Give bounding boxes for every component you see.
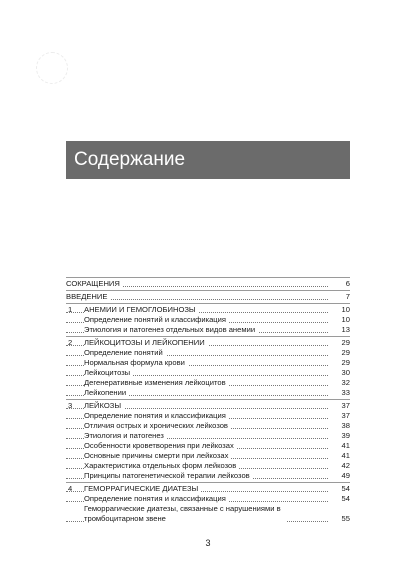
chapter-number: 2 xyxy=(68,338,73,347)
toc-page-number: 10 xyxy=(329,305,350,315)
toc-entry-row[interactable] xyxy=(66,421,350,431)
toc-title: СОКРАЩЕНИЯ xyxy=(66,279,123,289)
toc-title: Определение понятия и классификация xyxy=(84,494,229,504)
toc-entry-row[interactable] xyxy=(66,494,350,504)
toc-separator xyxy=(66,482,350,483)
toc-separator xyxy=(66,290,350,291)
toc-entry-row[interactable] xyxy=(66,378,350,388)
toc-entry-row[interactable] xyxy=(66,325,350,335)
toc-entry-row[interactable] xyxy=(66,504,350,524)
toc-title: ЛЕЙКОЦИТОЗЫ И ЛЕЙКОПЕНИИ xyxy=(84,338,208,348)
toc-chapter-row[interactable] xyxy=(66,338,350,348)
toc-entry-row[interactable] xyxy=(66,471,350,481)
toc-entry-row[interactable] xyxy=(66,451,350,461)
toc-page-number: 55 xyxy=(329,514,350,524)
toc-page-number: 33 xyxy=(329,388,350,398)
toc-title: Этиология и патогенез xyxy=(84,431,167,441)
chapter-number: 3 xyxy=(68,401,73,410)
toc-page-number: 30 xyxy=(329,368,350,378)
toc-chapter-row[interactable] xyxy=(66,292,350,302)
toc-title: Отличия острых и хронических лейкозов xyxy=(84,421,231,431)
toc-separator xyxy=(66,399,350,400)
toc-entry-row[interactable] xyxy=(66,368,350,378)
toc-page-number: 13 xyxy=(329,325,350,335)
toc-page-number: 54 xyxy=(329,494,350,504)
toc-chapter-row[interactable] xyxy=(66,279,350,289)
toc-chapter-row[interactable] xyxy=(66,484,350,494)
toc-page-number: 39 xyxy=(329,431,350,441)
toc-entry-row[interactable] xyxy=(66,388,350,398)
toc-entry-row[interactable] xyxy=(66,348,350,358)
toc-page-number: 7 xyxy=(329,292,350,302)
toc-title: Лейкопении xyxy=(84,388,129,398)
toc-page-number: 10 xyxy=(329,315,350,325)
toc-entry-row[interactable] xyxy=(66,315,350,325)
toc-title: Этиология и патогенез отдельных видов анемии xyxy=(84,325,258,335)
toc-title: ЛЕЙКОЗЫ xyxy=(84,401,124,411)
toc-entry-row[interactable] xyxy=(66,461,350,471)
corner-watermark xyxy=(36,52,68,84)
toc-title: Особенности кроветворения при лейкозах xyxy=(84,441,237,451)
toc-page-number: 41 xyxy=(329,451,350,461)
toc-title: ВВЕДЕНИЕ xyxy=(66,292,110,302)
toc-separator xyxy=(66,336,350,337)
toc-title: Определение понятий xyxy=(84,348,166,358)
toc-title: ГЕМОРРАГИЧЕСКИЕ ДИАТЕЗЫ xyxy=(84,484,201,494)
toc-page-number: 29 xyxy=(329,338,350,348)
toc-page-number: 42 xyxy=(329,461,350,471)
toc-title: Основные причины смерти при лейкозах xyxy=(84,451,231,461)
contents-heading xyxy=(66,141,350,179)
toc-entry-row[interactable] xyxy=(66,441,350,451)
toc-page-number: 37 xyxy=(329,401,350,411)
toc-page-number: 54 xyxy=(329,484,350,494)
toc-title: Характеристика отдельных форм лейкозов xyxy=(84,461,239,471)
toc-page-number: 37 xyxy=(329,411,350,421)
toc-page-number: 49 xyxy=(329,471,350,481)
toc-title: АНЕМИИ И ГЕМОГЛОБИНОЗЫ xyxy=(84,305,199,315)
toc-entry-row[interactable] xyxy=(66,431,350,441)
toc-entry-row[interactable] xyxy=(66,411,350,421)
toc-title: Дегенеративные изменения лейкоцитов xyxy=(84,378,229,388)
toc-title: Принципы патогенетической терапии лейкозов xyxy=(84,471,253,481)
toc-page-number: 6 xyxy=(329,279,350,289)
toc-chapter-row[interactable] xyxy=(66,305,350,315)
chapter-number: 1 xyxy=(68,305,73,314)
page-number: 3 xyxy=(205,538,211,548)
toc-entry-row[interactable] xyxy=(66,358,350,368)
toc-chapter-row[interactable] xyxy=(66,401,350,411)
toc-title: Определение понятия и классификация xyxy=(84,411,229,421)
contents-heading-text: Содержание xyxy=(74,149,186,170)
toc-title: Геморрагические диатезы, связанные с нарушениями в тромбоцитарном звене xyxy=(84,504,287,524)
toc-title: Нормальная формула крови xyxy=(84,358,188,368)
toc-page-number: 32 xyxy=(329,378,350,388)
toc-title: Определение понятий и классификация xyxy=(84,315,229,325)
toc-separator xyxy=(66,277,350,278)
toc-page-number: 41 xyxy=(329,441,350,451)
toc-page-number: 29 xyxy=(329,348,350,358)
chapter-number: 4 xyxy=(68,484,73,493)
toc-separator xyxy=(66,303,350,304)
table-of-contents xyxy=(66,276,350,524)
toc-title: Лейкоцитозы xyxy=(84,368,133,378)
toc-page-number: 29 xyxy=(329,358,350,368)
toc-page-number: 38 xyxy=(329,421,350,431)
